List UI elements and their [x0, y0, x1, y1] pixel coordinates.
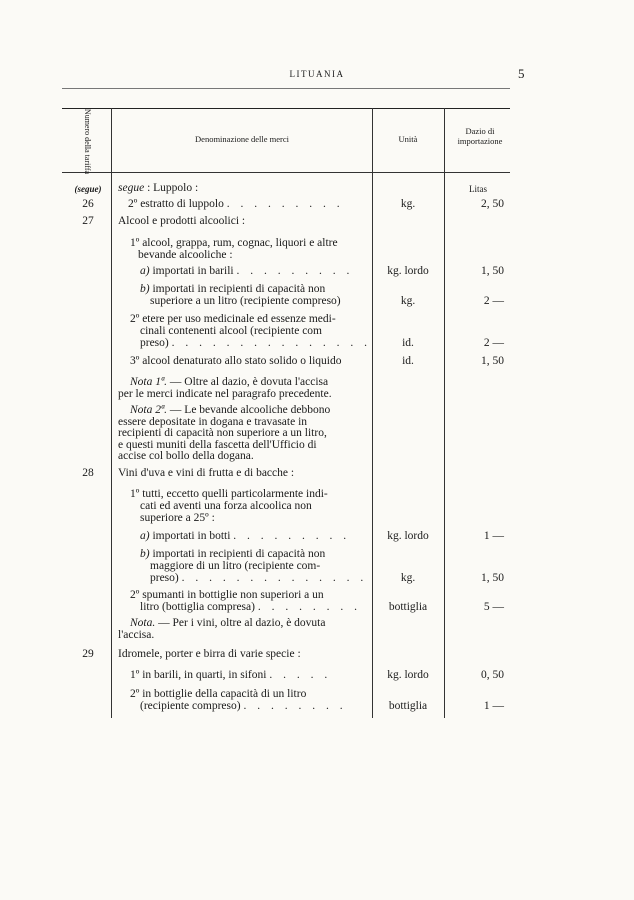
leader-dots: . . . . . . . . [257, 601, 361, 613]
item-letter: a) [140, 530, 150, 542]
unit-value: bottiglia [388, 700, 428, 712]
note-line [118, 618, 368, 630]
item-description [130, 669, 331, 681]
duty-value: 2, 50 [481, 198, 504, 210]
item-letter: a) [140, 265, 150, 277]
item-description-line-1 [140, 283, 325, 295]
duty-value: 1 — [483, 700, 504, 712]
item-description-line-2: maggiore di un litro (recipiente com- [150, 560, 321, 572]
tariff-number: 27 [82, 215, 94, 227]
note-line: accise col bollo della dogana. [118, 450, 254, 462]
column-header-tariff-number [66, 108, 110, 174]
item-description-text: importati in recipienti di capacità non [152, 283, 326, 295]
item-description-text: 2º estratto di luppolo [128, 198, 224, 210]
item-description-text: (recipiente compreso) [140, 700, 241, 712]
item-description-text: preso) [150, 572, 179, 584]
duty-value: 1, 50 [481, 265, 504, 277]
column-header-description: Denominazione delle merci [195, 134, 289, 144]
unit-value: kg. [400, 198, 416, 210]
leader-dots: . . . . . . . . . [236, 265, 354, 277]
unit-value: kg. lordo [387, 669, 429, 681]
note-paragraph [118, 377, 368, 400]
leader-dots: . . . . . . . . . [226, 198, 344, 210]
top-rule [62, 88, 510, 89]
item-description-text: importati in botti [152, 530, 231, 542]
item-description [128, 198, 344, 210]
item-description-line-3 [150, 572, 367, 584]
unit-value: kg. lordo [387, 530, 429, 542]
item-description-line-1: 1º tutti, eccetto quelli particolarmente indi- [130, 488, 328, 500]
header-bottom-rule [62, 172, 510, 173]
item-description-line-3 [140, 337, 371, 349]
item-description [118, 182, 198, 194]
currency-label: Litas [469, 184, 487, 194]
column-divider-tariff [111, 108, 112, 718]
unit-value: kg. [400, 295, 416, 307]
item-letter: b) [140, 283, 150, 295]
item-description-line-2: cinali contenenti alcool (recipiente com [140, 325, 323, 337]
table-top-rule [62, 108, 510, 109]
item-description-text: 1º in barili, in quarti, in sifoni [130, 669, 267, 681]
page-number: 5 [518, 66, 525, 81]
note-text: — Le bevande alcooliche debbono [169, 404, 331, 416]
item-description: Vini d'uva e vini di frutta e di bacche : [118, 467, 295, 479]
column-header-unit: Unità [398, 134, 418, 144]
duty-value: 2 — [483, 337, 504, 349]
unit-value: id. [402, 337, 414, 349]
leader-dots: . . . . . . . . [243, 700, 347, 712]
item-description-text: preso) [140, 337, 169, 349]
note-text: — Per i vini, oltre al dazio, è dovuta [158, 617, 326, 629]
item-description-line-1: 2º etere per uso medicinale ed essenze medi- [130, 313, 336, 325]
item-description [140, 530, 350, 542]
item-description-line-2: cati ed aventi una forza alcoolica non [140, 500, 312, 512]
tariff-number: 29 [82, 648, 94, 660]
tariff-number: (segue) [74, 184, 102, 194]
note-lead: Nota 2ª. [130, 404, 168, 416]
item-description-text: importati in recipienti di capacità non [152, 548, 326, 560]
item-description-text: : Luppolo : [147, 182, 199, 194]
column-header-duty: Dazio di importazione [457, 126, 503, 146]
note-line: e questi muniti della fascetta dell'Ufficio di [118, 438, 317, 451]
leader-dots: . . . . . . . . . . . . . . . [171, 337, 371, 349]
item-description-line-1: 2º in bottiglie della capacità di un litro [130, 688, 307, 700]
item-description-line-2 [140, 700, 347, 712]
note-line: essere depositate in dogana e travasate in [118, 415, 308, 428]
tariff-number: 26 [82, 198, 94, 210]
item-description-line-1: 1º alcool, grappa, rum, cognac, liquori e altre [130, 237, 338, 249]
item-description [140, 265, 353, 277]
leader-dots: . . . . . [269, 669, 332, 681]
note-line [118, 405, 368, 417]
item-description-line-2: bevande alcooliche : [138, 249, 233, 261]
duty-value: 0, 50 [481, 669, 504, 681]
note-lead: Nota. [130, 617, 156, 629]
note-line: per le merci indicate nel paragrafo precedente. [118, 387, 332, 400]
column-header-tariff-label: Numero della tariffa [83, 108, 93, 174]
duty-value: 1, 50 [481, 572, 504, 584]
tariff-number: 28 [82, 467, 94, 479]
leader-dots: . . . . . . . . . . . . . . [181, 572, 368, 584]
running-title: LITUANIA [289, 69, 345, 79]
duty-value: 5 — [483, 601, 504, 613]
leader-dots: . . . . . . . . . [233, 530, 351, 542]
item-description: 3º alcool denaturato allo stato solido o liquido [130, 355, 342, 367]
unit-value: bottiglia [388, 601, 428, 613]
unit-value: kg. [400, 572, 416, 584]
duty-value: 1 — [483, 530, 504, 542]
unit-value: id. [402, 355, 414, 367]
item-description-line-3: superiore a 25º : [140, 512, 215, 524]
item-description-text: litro (bottiglia compresa) [140, 601, 255, 613]
note-lead: Nota 1ª. [130, 376, 168, 388]
item-description-line-1 [140, 548, 325, 560]
note-line: recipienti di capacità non superiore a un litro, [118, 427, 327, 439]
duty-value: 1, 50 [481, 355, 504, 367]
note-paragraph [118, 618, 368, 641]
item-description-line-2 [140, 601, 361, 613]
unit-value: kg. lordo [387, 265, 429, 277]
item-description-text: importati in barili [152, 265, 234, 277]
item-description: Alcool e prodotti alcoolici : [118, 215, 246, 227]
note-line: l'accisa. [118, 628, 155, 641]
note-text: — Oltre al dazio, è dovuta l'accisa [169, 376, 329, 388]
duty-value: 2 — [483, 295, 504, 307]
item-description: Idromele, porter e birra di varie specie : [118, 648, 301, 660]
segue-label: segue [118, 182, 145, 194]
note-paragraph [118, 405, 368, 463]
item-description-line-1: 2º spumanti in bottiglie non superiori a un [130, 589, 324, 601]
item-letter: b) [140, 548, 150, 560]
item-description-line-2: superiore a un litro (recipiente compreso) [150, 295, 341, 307]
note-line [118, 377, 368, 389]
